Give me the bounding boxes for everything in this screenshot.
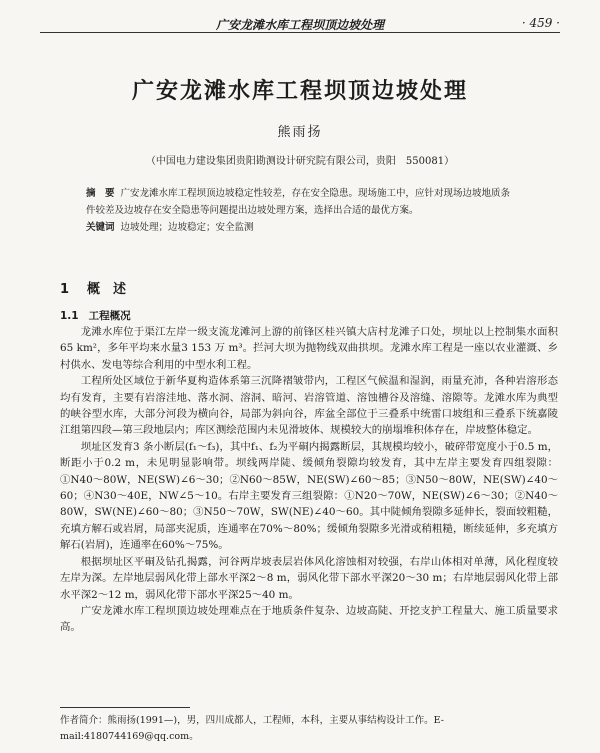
keywords-paragraph xyxy=(86,219,514,236)
page-number: · 459 · xyxy=(521,16,560,30)
section-heading xyxy=(60,278,126,297)
paragraph: 龙滩水库位于渠江左岸一级支流龙滩河上游的前锋区桂兴镇大店村龙滩子口处，坝址以上控制集水面积65 km²，多年平均来水量3 153 万 m³。拦河大坝为抛物线双曲拱坝。龙滩水库工程是一座以农业灌溉、乡村供水、发电等综合利用的中型水利工程。 xyxy=(60,326,558,371)
section-title: 概 述 xyxy=(87,282,127,297)
keywords-text: 边坡处理；边坡稳定；安全监测 xyxy=(120,222,254,233)
author-affiliation: （中国电力建设集团贵阳勘测设计研究院有限公司，贵阳 550081） xyxy=(145,156,455,167)
paragraph: 广安龙滩水库工程坝顶边坡处理难点在于地质条件复杂、边坡高陡、开挖支护工程量大、施工质量要求高。 xyxy=(60,604,558,634)
section-number: 1 xyxy=(60,282,70,297)
subsection-heading xyxy=(60,308,131,323)
abstract-text: 广安龙滩水库工程坝顶边坡稳定性较差，存在安全隐患。现场施工中，应针对现场边坡地质条件较差及边坡存在安全隐患等问题提出边坡处理方案，选择出合适的最优方案。 xyxy=(86,188,511,216)
body-text xyxy=(60,324,558,636)
header-rule xyxy=(40,32,560,33)
running-title: 广安龙滩水库工程坝顶边坡处理 xyxy=(215,18,384,32)
paragraph: 根据坝址区平硐及钻孔揭露，河谷两岸坡表层岩体风化溶蚀相对较强，右岸山体相对单薄，风化程度较左岸为深。左岸地层弱风化带上部水平深2～8 m，弱风化带下部水平深20～30 m；右岸地层弱风化带上部水平深2～12 m，弱风化带下部水平深25～40 m。 xyxy=(60,555,558,601)
paper-title: 广安龙滩水库工程坝顶边坡处理 xyxy=(131,79,468,104)
paragraph: 工程所处区域位于新华夏构造体系第三沉降褶皱带内，工程区气候温和湿润，雨量充沛，各种岩溶形态均有发育，主要有岩溶洼地、落水洞、溶洞、暗河、岩溶管道、溶蚀槽谷及溶缝、溶隙等。龙滩水库为典型的峡谷型水库，大部分河段为横向谷，局部为斜向谷，库盆全部位于三叠系中统雷口坡组和三叠系下统嘉陵江组第四段—第三段地层内；库区测绘范围内未见滑坡体、规模较大的崩塌堆积体存在，岸坡整体稳定。 xyxy=(60,375,558,437)
subsection-number: 1.1 xyxy=(60,310,79,322)
abstract-paragraph xyxy=(86,185,514,219)
author-footnote: 作者简介：熊雨扬(1991—)，男，四川成都人，工程师，本科，主要从事结构设计工作。E-mail:4180744169@qq.com。 xyxy=(60,715,444,742)
abstract-block xyxy=(86,185,514,236)
abstract-label: 摘 要 xyxy=(86,188,115,199)
subsection-title: 工程概况 xyxy=(88,310,131,322)
running-header xyxy=(40,10,560,34)
paragraph: 坝址区发育3 条小断层(f₁～f₃)，其中f₁、f₂为平硐内揭露断层，其规模均较小，破碎带宽度小于0.5 m，断距小于0.2 m，未见明显影响带。坝线两岸陡、缓倾角裂隙均较发育，其中左岸主要发育四组裂隙：①N40～80W，NE(SW)∠6～30；②N60～85W，NE(SW)∠60～85；③N50～80W，NE(SW)∠40～60；④N30～40E，NW∠5～10。右岸主要发育三组裂隙：①N20～70W，NE(SW)∠6～30；②N40～80W，SW(NE)∠60～80；③N50～70W，SW(NE)∠40～60。其中陡倾角裂隙多延伸长，裂面较粗糙，充填方解石或岩屑，局部夹泥质，连通率在70%～80%；缓倾角裂隙多光滑或稍粗糙，断续延伸，多充填方解石(岩屑)，连通率在60%～75%。 xyxy=(60,440,558,552)
footnote-rule xyxy=(60,707,190,708)
keywords-label: 关键词 xyxy=(86,222,115,233)
author-name: 熊雨扬 xyxy=(277,125,323,140)
